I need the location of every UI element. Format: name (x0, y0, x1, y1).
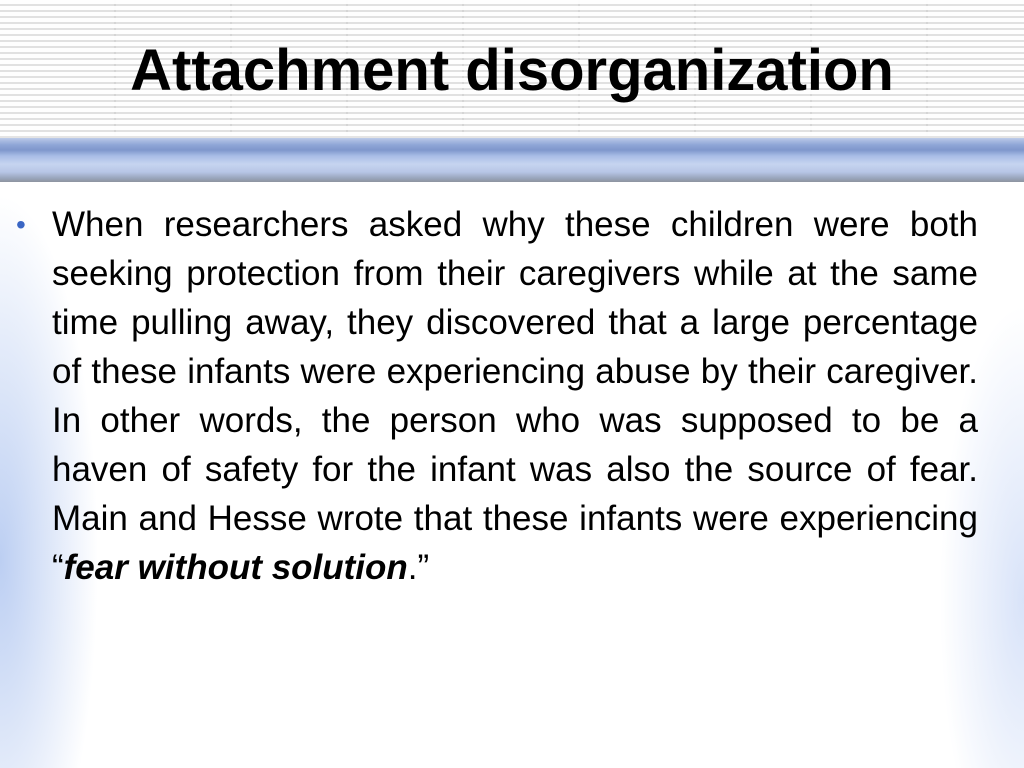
bullet-marker: • (16, 209, 26, 240)
title-header (0, 0, 1024, 136)
slide-content (14, 200, 978, 592)
bullet-closing: .” (407, 548, 430, 587)
bullet-text (52, 200, 978, 592)
bullet-item (14, 200, 978, 592)
bullet-body: When researchers asked why these children were both seeking protection from their caregivers while at the same time pulling away, they discovered that a large percentage of these infants were experiencing abuse by their caregiver. In other words, the person who was supposed to be a haven of safety for the infant was also the source of fear. Main and Hesse wrote that these infants were experiencing “ (52, 205, 978, 587)
bullet-emphasis: fear without solution (63, 548, 408, 587)
slide-title: Attachment disorganization (130, 38, 894, 103)
header-divider-band (0, 136, 1024, 182)
